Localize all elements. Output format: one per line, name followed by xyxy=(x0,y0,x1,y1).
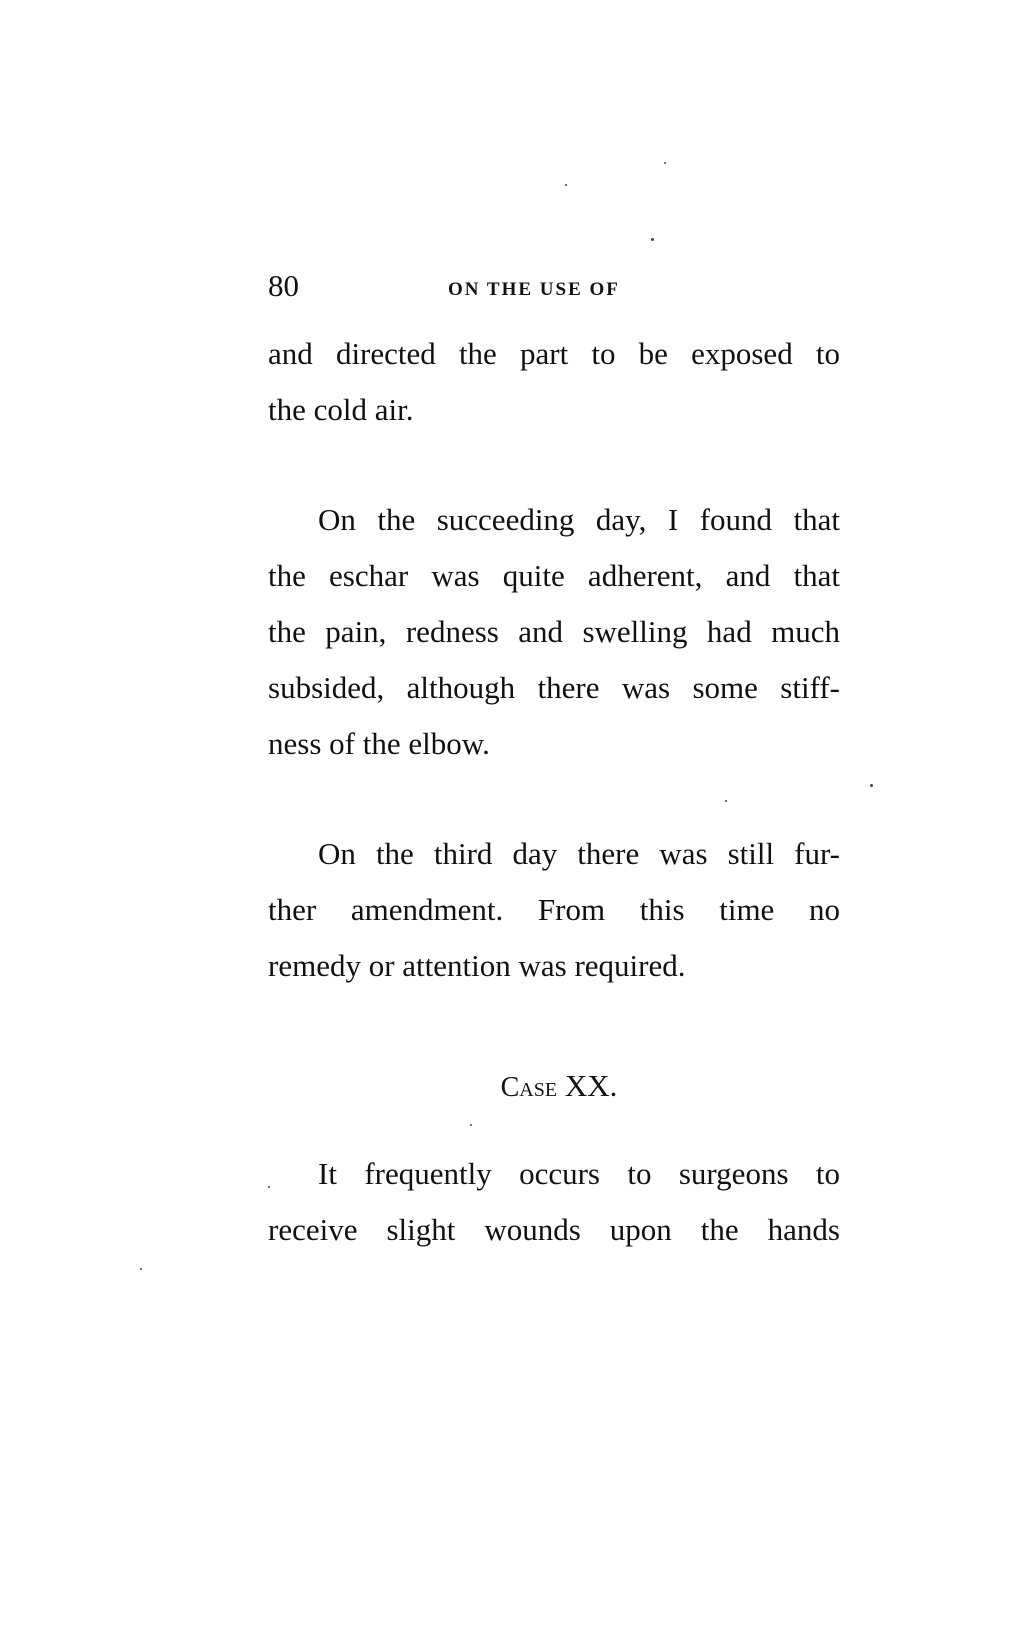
text-line: On the succeeding day, I found that xyxy=(318,502,840,537)
scan-speck xyxy=(664,162,666,164)
text-line: ness of the elbow. xyxy=(268,726,490,761)
scan-speck xyxy=(140,1268,142,1270)
paragraph-succeeding-day xyxy=(268,492,840,772)
scan-speck xyxy=(268,1186,270,1188)
page-number: 80 xyxy=(268,268,299,303)
scan-speck xyxy=(565,184,567,186)
case-number: XX. xyxy=(564,1068,618,1103)
text-line: receive slight wounds upon the hands xyxy=(268,1212,840,1247)
case-heading xyxy=(268,1064,840,1110)
scan-speck xyxy=(651,238,654,241)
text-line: remedy or attention was required. xyxy=(268,948,686,983)
case-label: Case xyxy=(500,1072,558,1103)
scan-speck xyxy=(870,784,873,787)
text-line: the pain, redness and swelling had much xyxy=(268,614,840,649)
text-line: the cold air. xyxy=(268,392,414,427)
text-line: the eschar was quite adherent, and that xyxy=(268,558,840,593)
text-line: and directed the part to be exposed to xyxy=(268,336,840,371)
page-header xyxy=(268,268,840,308)
page-body xyxy=(268,326,840,1258)
text-line: It frequently occurs to surgeons to xyxy=(318,1156,840,1191)
scan-speck xyxy=(725,800,727,802)
running-title: ON THE USE OF xyxy=(448,279,620,300)
text-line: ther amendment. From this time no xyxy=(268,892,840,927)
text-line: On the third day there was still fur- xyxy=(318,836,840,871)
paragraph-case-xx xyxy=(268,1146,840,1258)
paragraph-continuation xyxy=(268,326,840,438)
paragraph-third-day xyxy=(268,826,840,994)
text-line: subsided, although there was some stiff- xyxy=(268,670,840,705)
scan-speck xyxy=(470,1124,472,1126)
